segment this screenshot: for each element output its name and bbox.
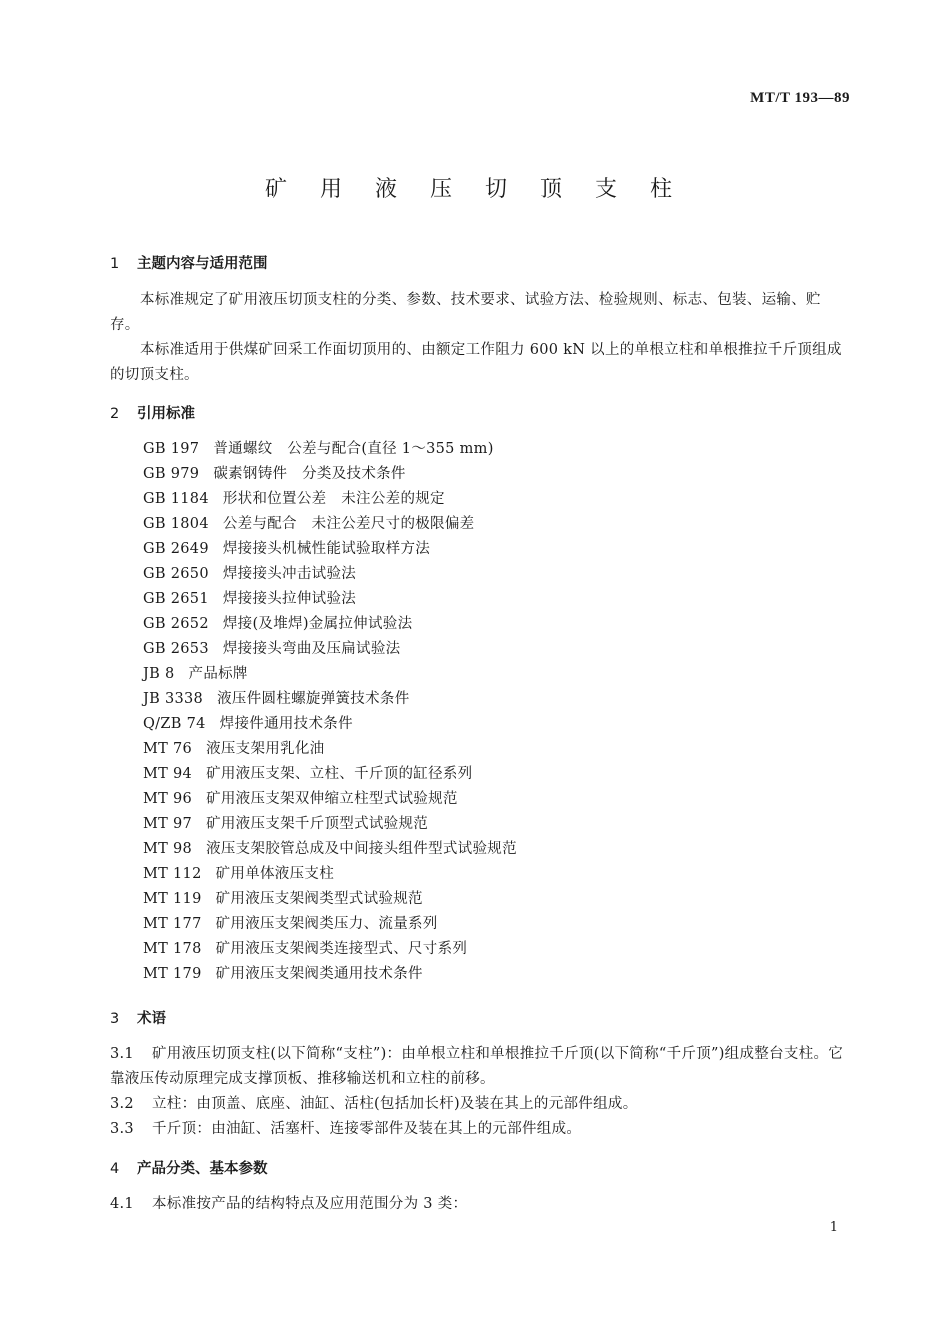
reference-code: MT 112	[143, 866, 202, 882]
reference-code: MT 96	[143, 791, 193, 807]
reference-title: 矿用液压支架阀类通用技术条件	[215, 966, 423, 982]
reference-item	[143, 862, 517, 887]
section-number: 3	[110, 1011, 120, 1027]
reference-code: MT 178	[143, 941, 202, 957]
page-number: 1	[829, 1220, 838, 1235]
reference-item	[143, 562, 517, 587]
clause-text: 矿用液压切顶支柱(以下简称“支柱”)：由单根立柱和单根推拉千斤顶(以下简称“千斤顶”)组成整台支柱。它靠液压传动原理完成支撑顶板、推移输送机和立柱的前移。	[110, 1046, 844, 1087]
section-title: 主题内容与适用范围	[137, 256, 268, 272]
reference-code: MT 177	[143, 916, 202, 932]
reference-list	[143, 437, 517, 987]
section-number: 4	[110, 1161, 120, 1177]
clause-number: 3.1	[110, 1046, 134, 1062]
reference-title: 焊接件通用技术条件	[219, 716, 353, 732]
reference-title: 焊接接头冲击试验法	[222, 566, 357, 582]
reference-code: MT 119	[143, 891, 202, 907]
clause-text: 千斤顶：由油缸、活塞杆、连接零部件及装在其上的元部件组成。	[152, 1121, 582, 1137]
reference-title: 产品标牌	[188, 666, 248, 682]
reference-title: 焊接(及堆焊)金属拉伸试验法	[222, 616, 413, 632]
reference-title: 焊接接头弯曲及压扁试验法	[222, 641, 401, 657]
clause-number: 3.3	[110, 1121, 134, 1137]
reference-item	[143, 812, 517, 837]
section-title: 引用标准	[137, 406, 195, 422]
reference-code: JB 8	[143, 666, 175, 682]
reference-title: 矿用液压支架千斤顶型式试验规范	[206, 816, 429, 832]
reference-item	[143, 637, 517, 662]
clause-text: 立柱：由顶盖、底座、油缸、活柱(包括加长杆)及装在其上的元部件组成。	[152, 1096, 638, 1112]
clause-text: 本标准按产品的结构特点及应用范围分为 3 类：	[152, 1196, 468, 1212]
reference-item	[143, 612, 517, 637]
reference-item	[143, 587, 517, 612]
reference-title: 普通螺纹 公差与配合(直径 1～355 mm)	[213, 441, 494, 457]
reference-title: 液压支架用乳化油	[206, 741, 325, 757]
reference-code: MT 179	[143, 966, 202, 982]
paragraph: 本标准规定了矿用液压切顶支柱的分类、参数、技术要求、试验方法、检验规则、标志、包装、运输、贮存。	[110, 292, 821, 333]
section-1-heading	[110, 252, 268, 273]
reference-code: GB 979	[143, 466, 200, 482]
clause-3-3	[110, 1117, 850, 1142]
section-number: 2	[110, 406, 120, 422]
section-title: 术语	[137, 1011, 166, 1027]
reference-title: 矿用液压支架阀类连接型式、尺寸系列	[215, 941, 468, 957]
reference-code: MT 97	[143, 816, 193, 832]
reference-item	[143, 887, 517, 912]
clause-number: 3.2	[110, 1096, 134, 1112]
reference-title: 矿用液压支架阀类型式试验规范	[215, 891, 423, 907]
reference-item	[143, 662, 517, 687]
reference-title: 形状和位置公差 未注公差的规定	[222, 491, 445, 507]
paragraph: 本标准适用于供煤矿回采工作面切顶用的、由额定工作阻力 600 kN 以上的单根立柱和单根推拉千斤顶组成的切顶支柱。	[110, 342, 842, 383]
reference-code: Q/ZB 74	[143, 716, 206, 732]
reference-code: GB 1184	[143, 491, 209, 507]
reference-item	[143, 762, 517, 787]
reference-code: GB 2651	[143, 591, 209, 607]
reference-code: MT 76	[143, 741, 193, 757]
reference-code: GB 1804	[143, 516, 209, 532]
reference-item	[143, 687, 517, 712]
reference-title: 液压件圆柱螺旋弹簧技术条件	[217, 691, 410, 707]
document-title: 矿 用 液 压 切 顶 支 柱	[265, 177, 685, 202]
reference-code: GB 197	[143, 441, 200, 457]
reference-item	[143, 912, 517, 937]
reference-title: 矿用液压支架、立柱、千斤顶的缸径系列	[206, 766, 473, 782]
reference-title: 公差与配合 未注公差尺寸的极限偏差	[222, 516, 475, 532]
reference-item	[143, 837, 517, 862]
section-title: 产品分类、基本参数	[137, 1161, 268, 1177]
reference-code: GB 2653	[143, 641, 209, 657]
reference-title: 焊接接头拉伸试验法	[222, 591, 357, 607]
reference-item	[143, 737, 517, 762]
section-4-heading	[110, 1157, 268, 1178]
reference-code: MT 98	[143, 841, 193, 857]
standard-code: MT/T 193—89	[750, 90, 850, 106]
reference-item	[143, 712, 517, 737]
clause-number: 4.1	[110, 1196, 134, 1212]
reference-code: GB 2649	[143, 541, 209, 557]
clause-4-1	[110, 1192, 850, 1217]
reference-item	[143, 937, 517, 962]
reference-title: 矿用液压支架双伸缩立柱型式试验规范	[206, 791, 458, 807]
reference-title: 焊接接头机械性能试验取样方法	[222, 541, 431, 557]
clause-3-2	[110, 1092, 850, 1117]
reference-item	[143, 487, 517, 512]
reference-code: GB 2652	[143, 616, 209, 632]
reference-code: JB 3338	[143, 691, 204, 707]
reference-title: 矿用单体液压支柱	[215, 866, 335, 882]
clause-3-1	[110, 1042, 850, 1092]
section-2-heading	[110, 402, 195, 423]
reference-code: GB 2650	[143, 566, 209, 582]
reference-item	[143, 512, 517, 537]
section-number: 1	[110, 256, 120, 272]
reference-title: 液压支架胶管总成及中间接头组件型式试验规范	[206, 841, 517, 857]
reference-code: MT 94	[143, 766, 193, 782]
reference-item	[143, 787, 517, 812]
reference-title: 碳素钢铸件 分类及技术条件	[213, 466, 406, 482]
reference-item	[143, 437, 517, 462]
section-3-heading	[110, 1007, 166, 1028]
reference-item	[143, 962, 517, 987]
reference-item	[143, 462, 517, 487]
reference-title: 矿用液压支架阀类压力、流量系列	[215, 916, 438, 932]
reference-item	[143, 537, 517, 562]
